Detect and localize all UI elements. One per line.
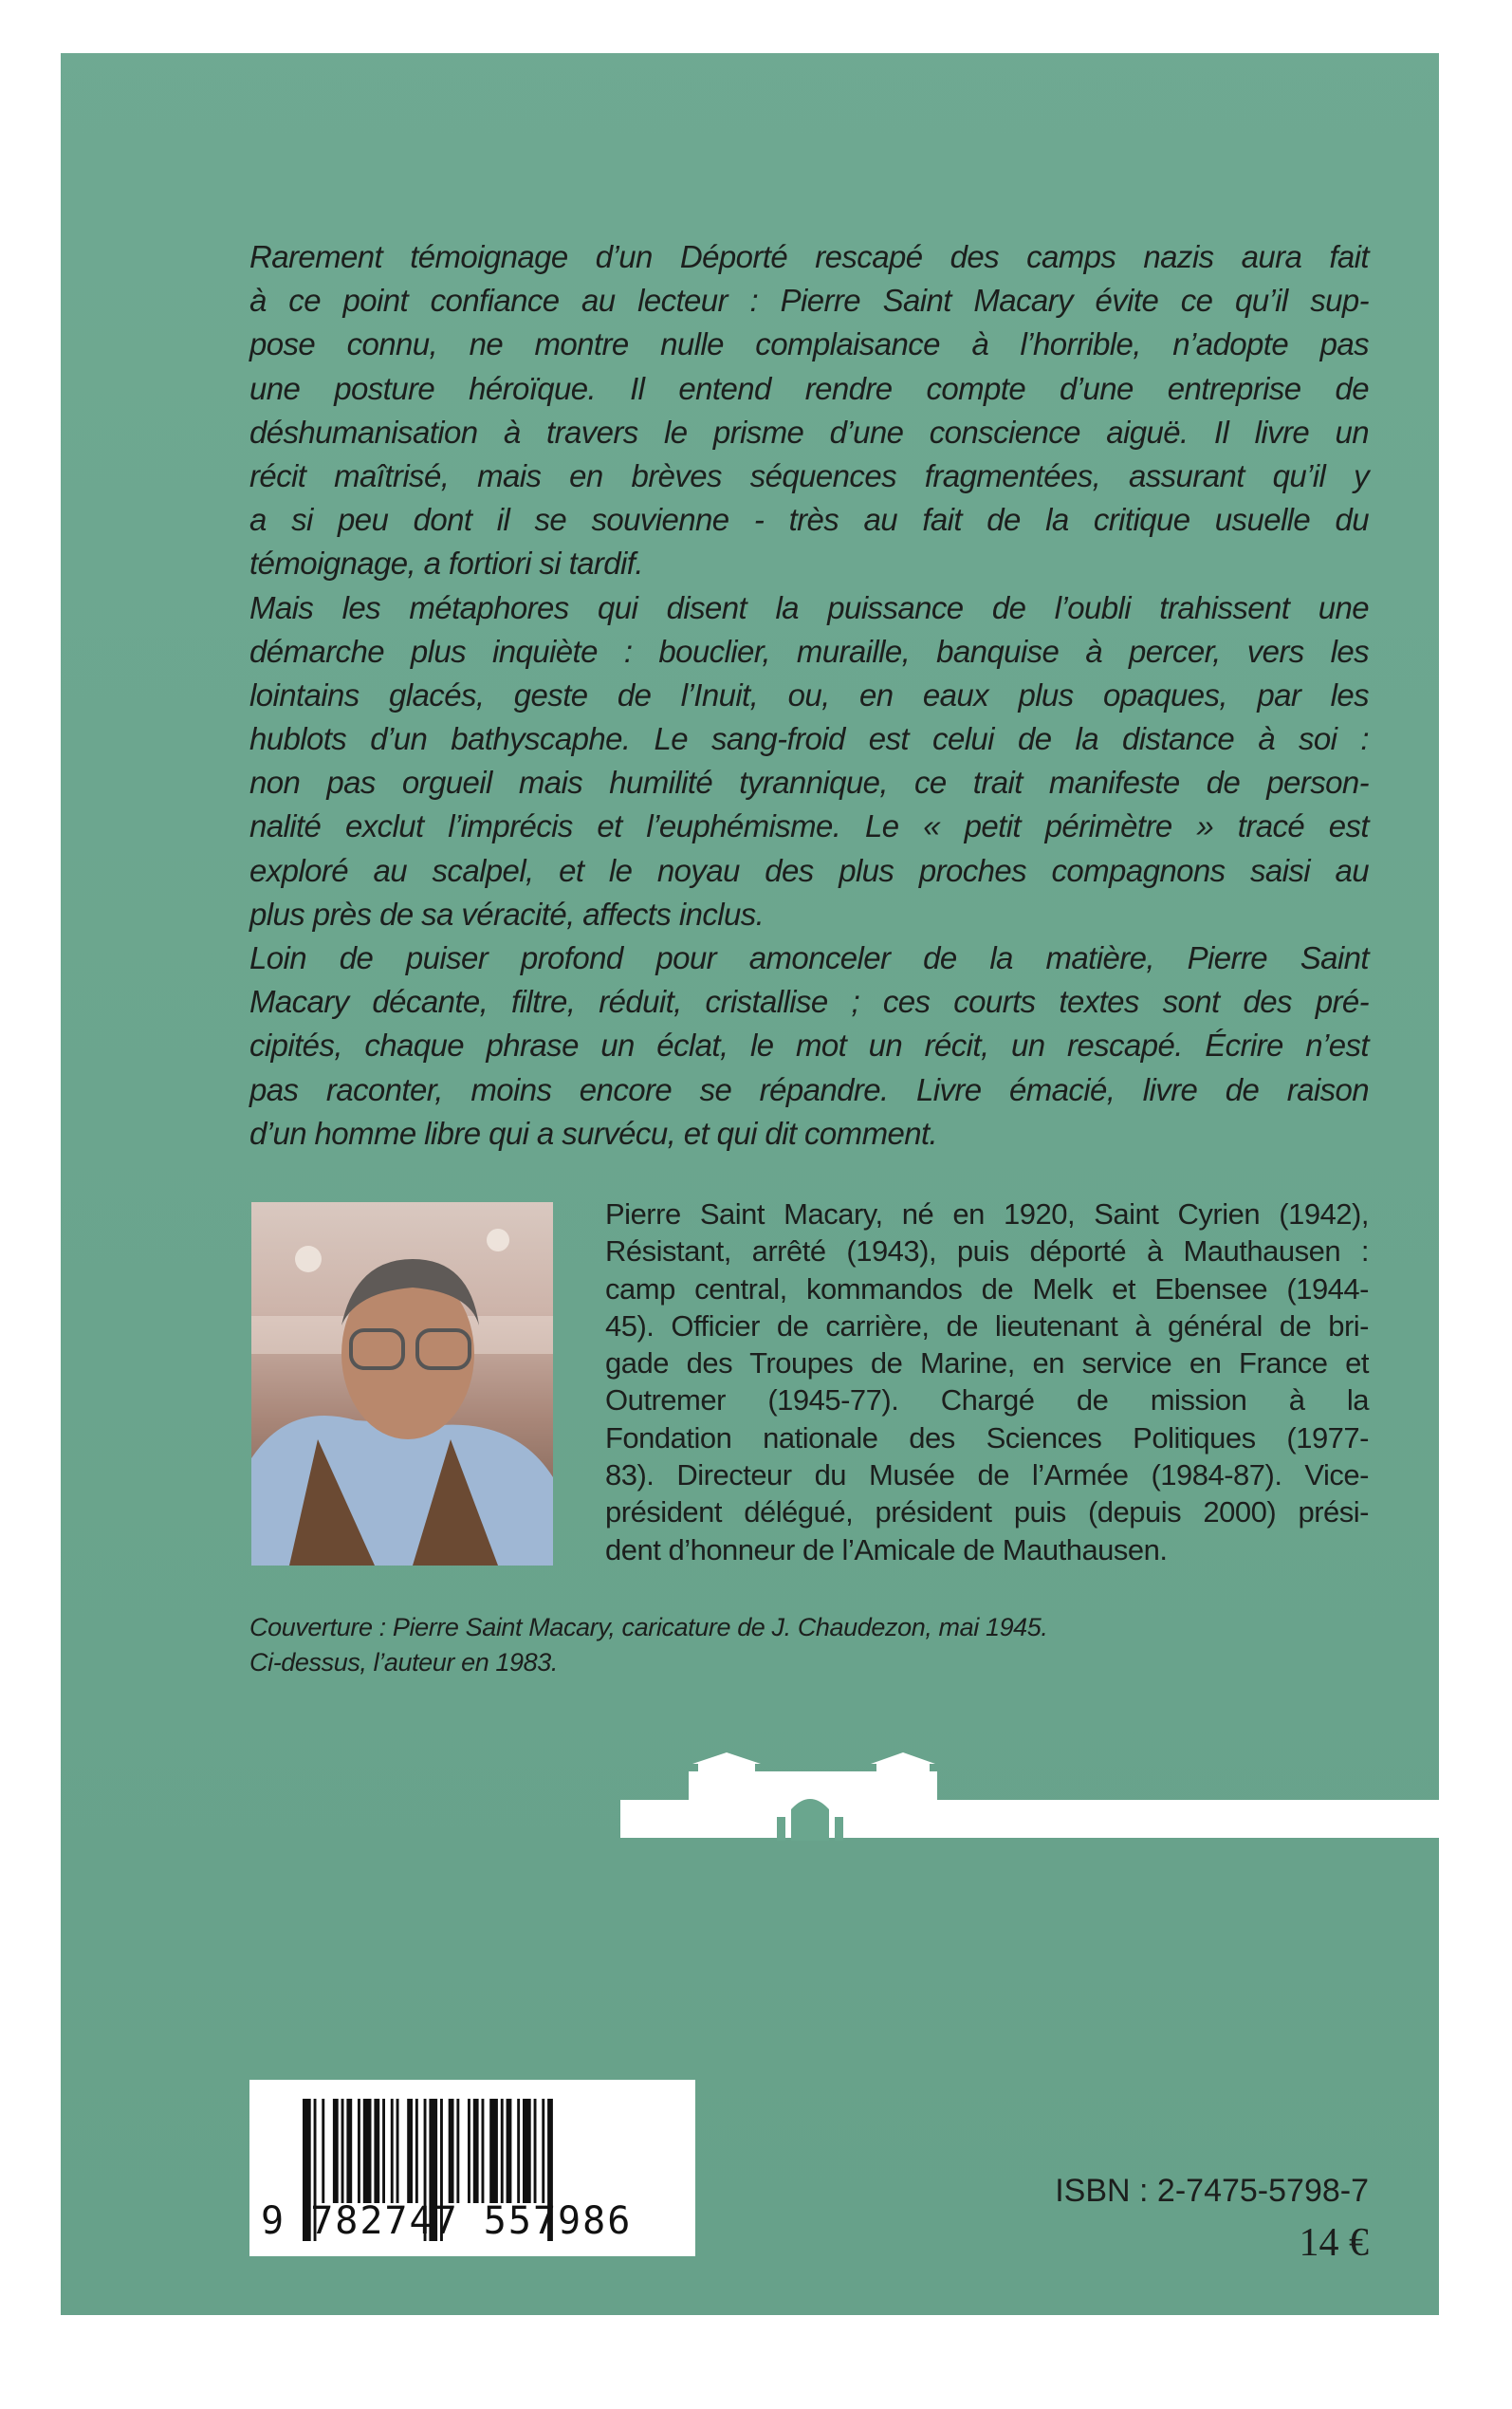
- barcode-bar: [333, 2099, 339, 2203]
- blurb-line: a si peu dont il se souvienne - très au fait de la critique usuelle du: [249, 502, 1369, 538]
- blurb-line: déshumanisation à travers le prisme d’une conscience aiguë. Il livre un: [249, 414, 1369, 450]
- barcode-digits: [261, 2199, 632, 2243]
- barcode-first-digit: 9: [261, 2199, 286, 2243]
- blurb-line: non pas orgueil mais humilité tyrannique, ce trait manifeste de person-: [249, 765, 1369, 801]
- barcode-bar: [358, 2099, 360, 2203]
- barcode-bar: [517, 2099, 520, 2203]
- barcode-bar: [507, 2099, 512, 2203]
- blurb-line: Loin de puiser profond pour amonceler de la matière, Pierre Saint: [249, 940, 1369, 975]
- barcode-bar: [473, 2099, 479, 2203]
- barcode-bar: [391, 2099, 394, 2203]
- author-photo: [251, 1202, 553, 1566]
- bio-line: président délégué, président puis (depuis 2000) prési-: [605, 1495, 1369, 1529]
- barcode-bar: [523, 2099, 531, 2203]
- bio-line: Outremer (1945-77). Chargé de mission à la: [605, 1383, 1369, 1418]
- barcode-bar: [341, 2099, 344, 2203]
- blurb-line: hublots d’un bathyscaphe. Le sang-froid est celui de la distance à soi :: [249, 721, 1369, 757]
- blurb-line: récit maîtrisé, mais en brèves séquences fragmentées, assurant qu’il y: [249, 457, 1369, 493]
- barcode-group-1: 782747: [310, 2199, 459, 2243]
- bio-line: 45). Officier de carrière, de lieutenant à général de bri-: [605, 1308, 1369, 1343]
- barcode-group-2: 557986: [483, 2199, 633, 2243]
- blurb-line: d’un homme libre qui a survécu, et qui dit comment.: [249, 1115, 938, 1151]
- barcode-bar: [542, 2099, 544, 2203]
- barcode-bar: [489, 2099, 498, 2203]
- blurb-line: Mais les métaphores qui disent la puissance de l’oubli trahissent une: [249, 589, 1369, 625]
- blurb-line: Rarement témoignage d’un Déporté rescapé des camps nazis aura fait: [249, 239, 1369, 274]
- barcode-bar: [534, 2099, 537, 2203]
- barcode-bar: [456, 2099, 459, 2203]
- barcode-bar: [363, 2099, 372, 2203]
- barcode-bar: [415, 2099, 418, 2203]
- bio-line: 83). Directeur du Musée de l’Armée (1984-87). Vice-: [605, 1458, 1369, 1492]
- photo-caption: Ci-dessus, l’auteur en 1983.: [249, 1648, 558, 1677]
- barcode-bar: [468, 2099, 470, 2203]
- blurb-text: [249, 235, 1369, 1156]
- barcode: [249, 2080, 695, 2256]
- blurb-line: témoignage, a fortiori si tardif.: [249, 546, 643, 582]
- blurb-line: pas raconter, moins encore se répandre. Livre émacié, livre de raison: [249, 1071, 1369, 1107]
- bio-line: Résistant, arrêté (1943), puis déporté à Mauthausen :: [605, 1234, 1369, 1269]
- isbn: ISBN : 2-7475-5798-7: [1055, 2173, 1369, 2209]
- bio-line: Fondation nationale des Sciences Politiques (1977-: [605, 1420, 1369, 1455]
- barcode-bar: [407, 2099, 413, 2203]
- barcode-bar: [449, 2099, 454, 2203]
- blurb-line: une posture héroïque. Il entend rendre compte d’une entreprise de: [249, 370, 1369, 406]
- blurb-line: lointains glacés, geste de l’Inuit, ou, en eaux plus opaques, par les: [249, 676, 1369, 713]
- barcode-bar: [501, 2099, 504, 2203]
- bio-line: Pierre Saint Macary, né en 1920, Saint Cyrien (1942),: [605, 1197, 1369, 1231]
- blurb-line: exploré au scalpel, et le noyau des plus proches compagnons saisi au: [249, 852, 1369, 888]
- blurb-line: pose connu, ne montre nulle complaisance à l’horrible, n’adopte pas: [249, 326, 1369, 362]
- barcode-bar: [482, 2099, 485, 2203]
- barcode-bar: [374, 2099, 379, 2203]
- bio-line: dent d’honneur de l’Amicale de Mauthausen.: [605, 1532, 1168, 1566]
- building-silhouette-icon: [620, 1751, 1439, 1841]
- author-bio: [605, 1195, 1369, 1568]
- bio-line: camp central, kommandos de Melk et Ebensee (1944-: [605, 1271, 1369, 1306]
- barcode-bar: [322, 2099, 324, 2203]
- price: 14 €: [1299, 2221, 1369, 2265]
- barcode-bar: [396, 2099, 399, 2203]
- blurb-line: nalité exclut l’imprécis et l’euphémisme. Le « petit périmètre » tracé est: [249, 808, 1369, 844]
- bio-line: gade des Troupes de Marine, en service en France et: [605, 1346, 1369, 1381]
- blurb-line: cipités, chaque phrase un éclat, le mot un récit, un rescapé. Écrire n’est: [249, 1028, 1369, 1064]
- blurb-line: démarche plus inquiète : bouclier, muraille, banquise à percer, vers les: [249, 633, 1369, 669]
- blurb-line: Macary décante, filtre, réduit, cristallise ; ces courts textes sont des pré-: [249, 984, 1369, 1020]
- barcode-bar: [346, 2099, 352, 2203]
- cover-caption: Couverture : Pierre Saint Macary, caricature de J. Chaudezon, mai 1945.: [249, 1613, 1048, 1641]
- barcode-bar: [382, 2099, 385, 2203]
- blurb-line: plus près de sa véracité, affects inclus.: [249, 896, 765, 932]
- blurb-line: à ce point confiance au lecteur : Pierre Saint Macary évite ce qu’il sup-: [249, 283, 1369, 319]
